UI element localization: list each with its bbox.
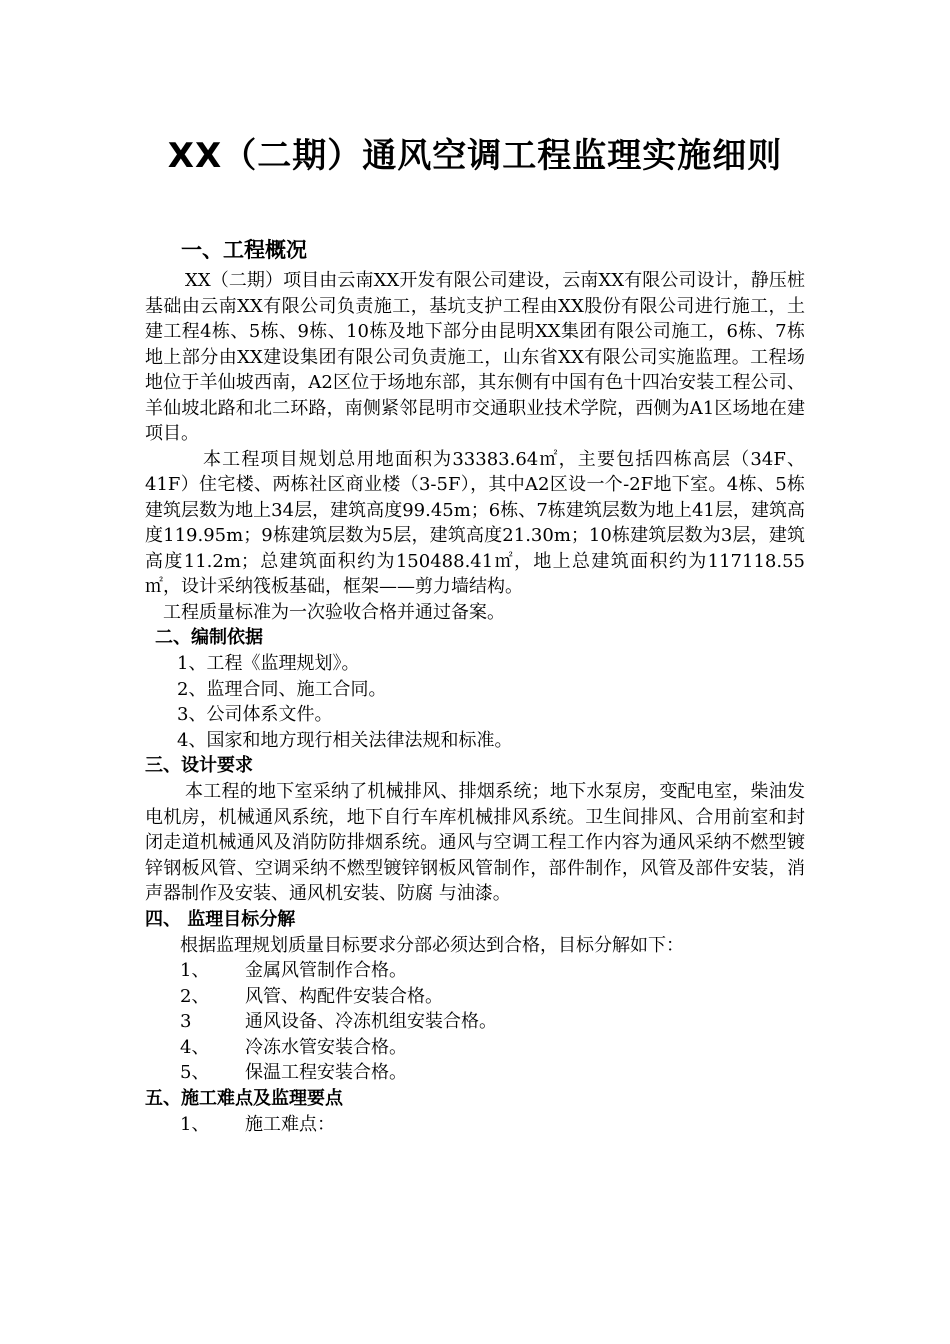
goal-item-number: 3 [180, 1011, 192, 1032]
goal-item-number: 1、 [180, 960, 210, 981]
goal-item [145, 1060, 805, 1086]
section-heading-design: 三、设计要求 [145, 755, 253, 776]
design-paragraph: 本工程的地下室采纳了机械排风、排烟系统；地下水泵房，变配电室，柴油发电机房，机械通风系统，地下自行车库机械排风系统。卫生间排风、合用前室和封闭走道机械通风及消防防排烟系统。通风与空调工程工作内容为通风采纳不燃型镀锌钢板风管、空调采纳不燃型镀锌钢板风管制作，部件制作，风管及部件安装，消声器制作及安装、通风机安装、防腐 与油漆。 [145, 781, 805, 904]
difficulty-item-text: 施工难点： [245, 1113, 335, 1135]
goal-item-text: 通风设备、冷冻机组安装合格。 [245, 1011, 497, 1032]
goal-item-number: 4、 [180, 1036, 210, 1058]
difficulty-item-number: 1、 [180, 1113, 210, 1135]
document-body [145, 232, 805, 1137]
basis-item: 1、工程《监理规划》。 [177, 653, 360, 674]
goal-item-number: 5、 [180, 1062, 210, 1083]
overview-paragraph-1: XX（二期）项目由云南XX开发有限公司建设，云南XX有限公司设计，静压桩基础由云南XX有限公司负责施工，基坑支护工程由XX股份有限公司进行施工，土建工程4栋、5栋、9栋、10栋及地下部分由昆明XX集团有限公司施工，6栋、7栋地上部分由XX建设集团有限公司负责施工，山东省XX有限公司实施监理。工程场地位于羊仙坡西南，A2区位于场地东部，其东侧有中国有色十四冶安装工程公司、羊仙坡北路和北二环路，南侧紧邻昆明市交通职业技术学院，西侧为A1区场地在建项目。 [145, 270, 805, 444]
goal-item [145, 958, 805, 984]
overview-paragraph-3: 工程质量标准为一次验收合格并通过备案。 [163, 601, 505, 623]
goal-item [145, 1035, 805, 1061]
goal-item-number: 2、 [180, 985, 210, 1007]
basis-item: 2、监理合同、施工合同。 [177, 678, 387, 700]
goal-item-text: 金属风管制作合格。 [245, 960, 407, 981]
goal-item-text: 风管、构配件安装合格。 [245, 985, 443, 1007]
difficulty-item [145, 1112, 805, 1138]
goal-item-text: 保温工程安装合格。 [245, 1062, 407, 1083]
basis-item: 4、国家和地方现行相关法律法规和标准。 [177, 729, 513, 751]
goal-item [145, 1009, 805, 1035]
section-heading-basis: 二、编制依据 [155, 627, 263, 648]
overview-paragraph-2: 本工程项目规划总用地面积为33383.64㎡，主要包括四栋高层（34F、41F）住宅楼、两栋社区商业楼（3-5F），其中A2区设一个-2F地下室。4栋、5栋建筑层数为地上34层，建筑高度99.45m；6栋、7栋建筑层数为地上41层，建筑高度119.95m；9栋建筑层数为5层，建筑高度21.30m；10栋建筑层数为3层，建筑高度11.2m；总建筑面积约为150488.41㎡，地上总建筑面积约为117118.55㎡，设计采纳筏板基础，框架——剪力墙结构。 [145, 448, 805, 597]
section-heading-goals: 四、 监理目标分解 [145, 908, 296, 930]
goal-item-text: 冷冻水管安装合格。 [245, 1036, 407, 1058]
document-title: XX（二期）通风空调工程监理实施细则 [167, 136, 783, 176]
goal-item [145, 984, 805, 1010]
section-heading-overview: 一、工程概况 [181, 238, 307, 262]
goals-intro: 根据监理规划质量目标要求分部必须达到合格，目标分解如下： [180, 934, 684, 956]
section-heading-difficulties: 五、施工难点及监理要点 [145, 1087, 343, 1109]
basis-item: 3、公司体系文件。 [177, 704, 333, 725]
